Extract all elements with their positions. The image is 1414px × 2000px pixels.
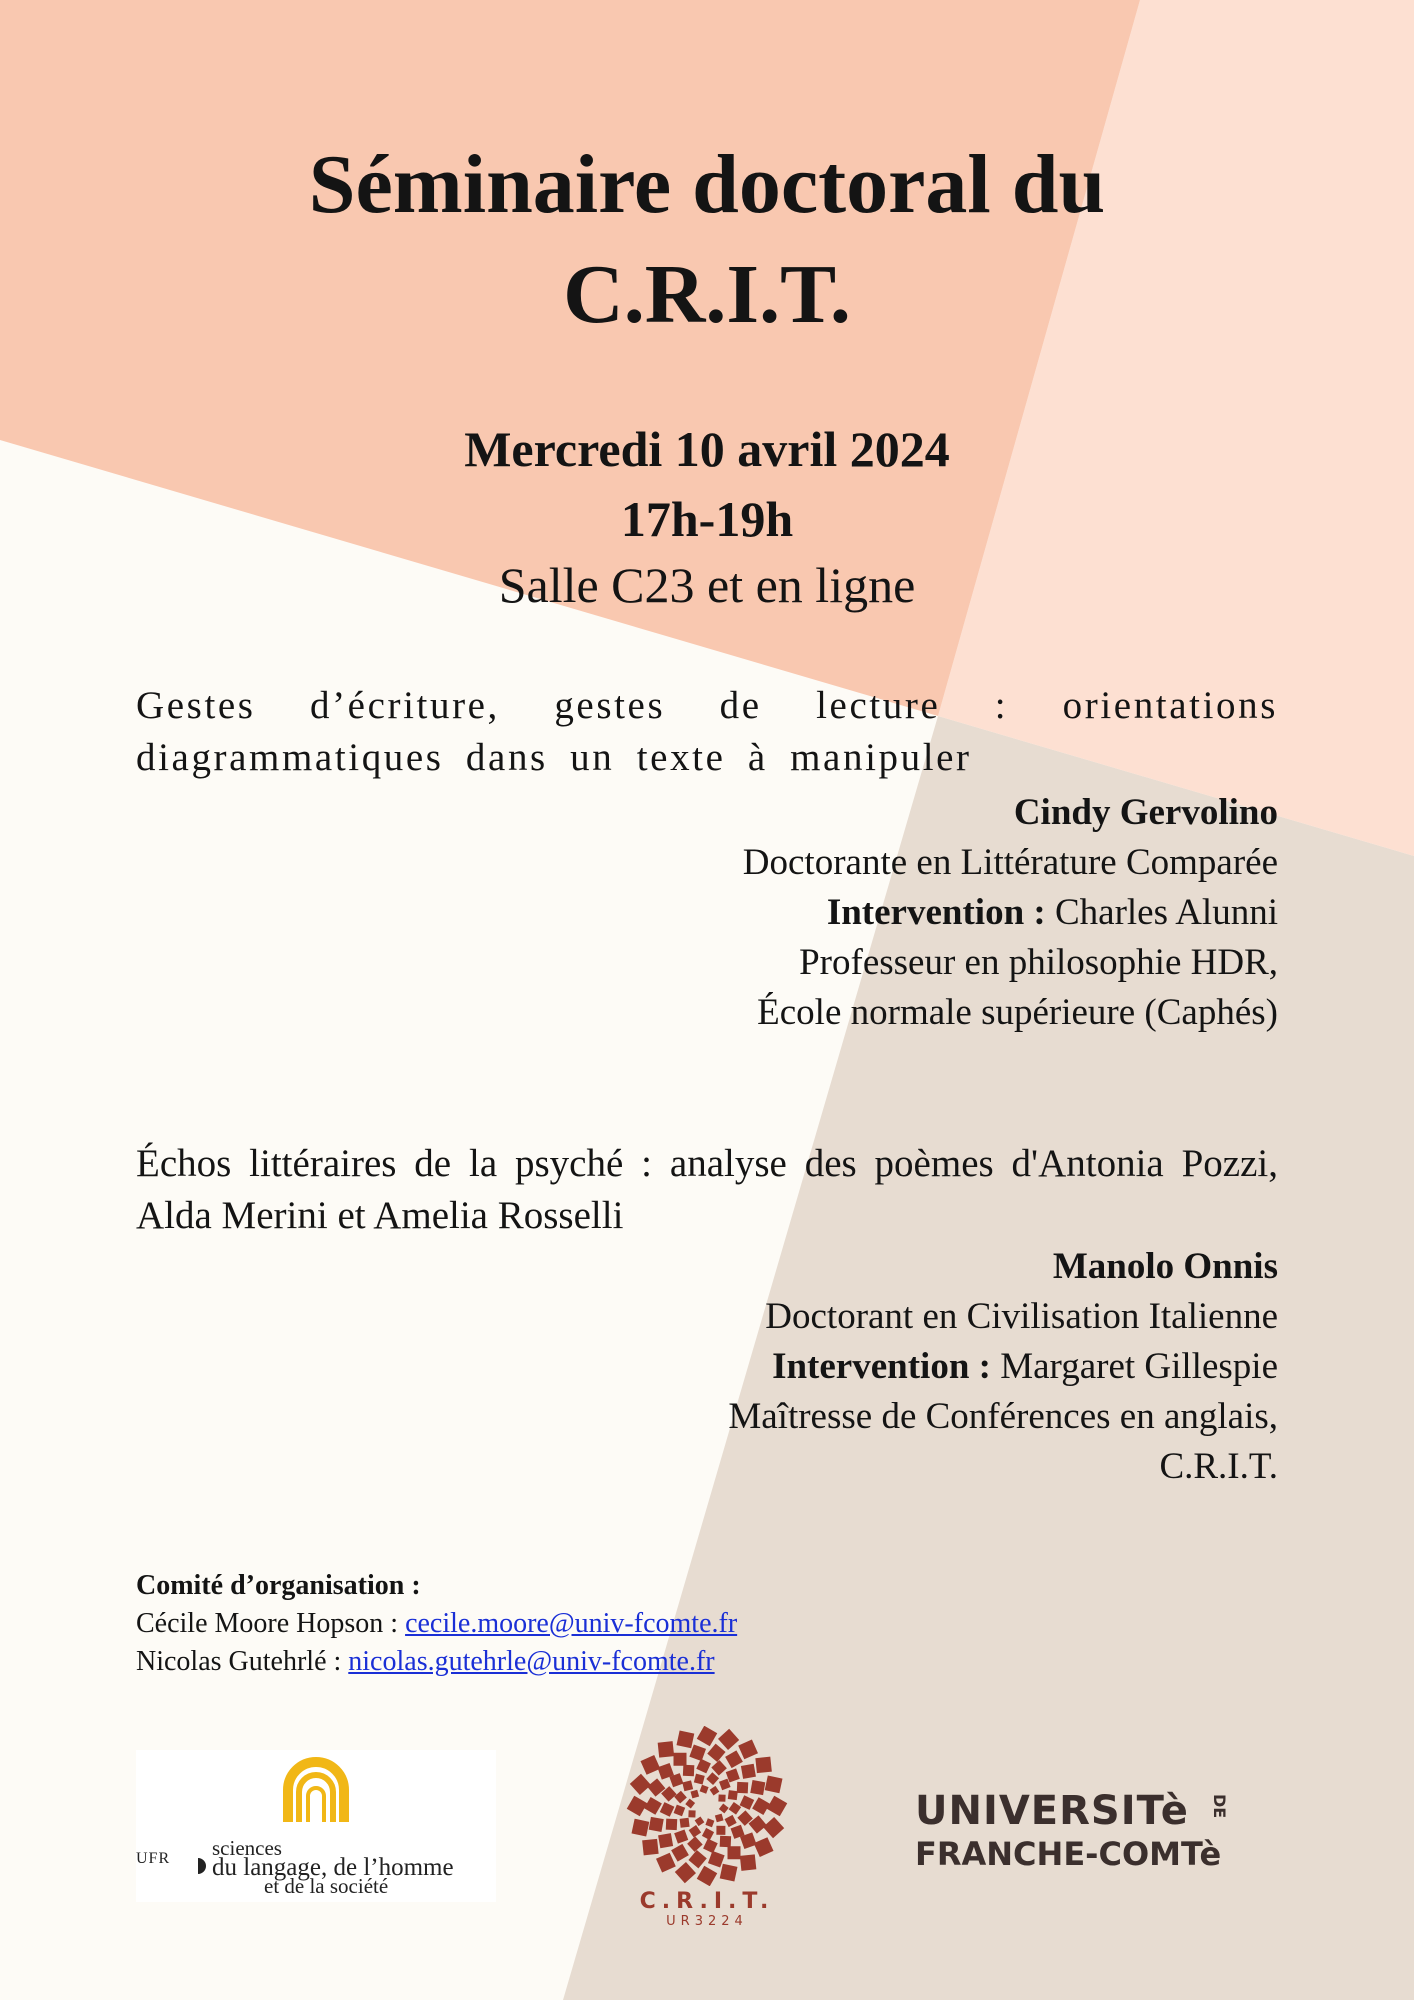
event-date: Mercredi 10 avril 2024 [464,421,950,477]
talk-1-title: Gestes d’écriture, gestes de lecture : orientations diagrammatiques dans un texte à manipuler [136,684,1278,779]
ufr-logo [136,1750,496,1902]
crit-spiral-square [703,1839,718,1854]
committee-member-name: Nicolas Gutehrlé : [136,1646,342,1677]
crit-spiral-square [674,1805,686,1817]
crit-spiral-square [720,1864,738,1882]
ufr-prefix: UFR [136,1850,171,1867]
crit-spiral-square [697,1866,717,1886]
crit-spiral-square [660,1802,675,1817]
committee-member-name: Cécile Moore Hopson : [136,1608,399,1639]
crit-spiral-square [673,1753,686,1766]
title-line-1: Séminaire doctoral du [308,138,1106,231]
crit-spiral-square [688,1810,695,1817]
committee-member [136,1605,737,1643]
ufr-line-3: et de la société [264,1874,389,1898]
crit-spiral-square [649,1817,664,1832]
crit-spiral-square [689,1744,706,1761]
university-logo [915,1788,1275,1874]
crit-spiral-square [750,1780,765,1795]
crit-spiral-square [627,1796,647,1816]
crit-spiral-square [715,1814,724,1823]
crit-logo [612,1726,802,1929]
university-line-1: UNIVERSITè [915,1788,1189,1834]
event-hours: 17h-19h [620,491,794,547]
crit-spiral-square [658,1741,674,1757]
crit-spiral-square [683,1765,694,1776]
committee-member [136,1643,737,1681]
talk-1-discussant-role-1: Professeur en philosophie HDR, [799,942,1278,983]
crit-spiral-square [720,1836,731,1847]
crit-spiral-square [666,1819,677,1830]
crit-spiral-square [642,1839,658,1855]
crit-spiral-square [705,1818,714,1827]
crit-spiral-square [675,1862,696,1883]
ufr-line-1: sciences [212,1836,282,1860]
talk-2-discussant-role-2: C.R.I.T. [1159,1446,1278,1487]
crit-spiral-square [658,1833,673,1848]
ufr-line-2: du langage, de l’homme [212,1854,454,1881]
crit-spiral-square [711,1760,727,1776]
crit-spiral-square [632,1819,650,1837]
crit-spiral-square [674,1791,687,1804]
crit-spiral-square [644,1797,662,1815]
talk-1-speaker: Cindy Gervolino [1013,792,1278,833]
talk-1-intervention [743,888,1278,938]
talk-2-discussant-role-1: Maîtresse de Conférences en anglais, [728,1396,1278,1437]
crit-spiral-square [685,1799,695,1809]
crit-spiral-square [688,1850,706,1868]
crit-spiral-square [702,1828,714,1840]
crit-spiral-square [725,1750,743,1768]
crit-spiral-square [728,1790,738,1800]
crit-spiral-square [738,1739,758,1759]
crit-logo-code: UR3224 [666,1914,748,1929]
crit-spiral-square [718,1729,739,1750]
crit-spiral-square [719,1803,729,1813]
talk-2-title: Échos littéraires de la psyché : analyse des poèmes d'Antonia Pozzi, Alda Merini et Amelia Rosselli [136,1142,1278,1237]
crit-spiral-square [697,1726,717,1746]
crit-spiral-square [729,1802,742,1815]
talk-1-discussant: Charles Alunni [1054,892,1278,933]
event-room: Salle C23 et en ligne [498,557,916,613]
crit-spiral-square [710,1786,720,1796]
committee-heading: Comité d’organisation : [136,1570,421,1601]
crit-spiral-square [656,1853,676,1873]
crit-spiral-square [725,1815,737,1827]
crit-spiral-square [754,1837,774,1857]
talk-1-discussant-role-2: École normale supérieure (Caphés) [757,992,1278,1033]
crit-spiral-square [680,1818,690,1828]
crit-spiral-square [674,1830,688,1844]
crit-spiral-square [740,1795,755,1810]
committee-member-email-link[interactable]: nicolas.gutehrle@univ-fcomte.fr [348,1646,715,1677]
crit-spiral-square [741,1764,756,1779]
crit-logo-name: C.R.I.T. [639,1889,775,1914]
crit-spiral-square [694,1774,705,1785]
crit-spiral-square [707,1744,725,1762]
crit-spiral-square [755,1757,771,1773]
crit-spiral-square [696,1759,711,1774]
crit-spiral-square [640,1755,660,1775]
university-de: DE [1210,1794,1229,1819]
crit-spiral-square [706,1772,719,1785]
crit-spiral-square [763,1817,784,1838]
crit-spiral-square [690,1790,699,1799]
talk-1-intervention-label: Intervention : [826,892,1046,933]
crit-spiral-square [700,1785,709,1794]
talk-2-intervention-label: Intervention : [772,1346,991,1387]
crit-spiral-square [687,1836,703,1852]
seminar-title [0,130,1414,350]
crit-spiral-square [752,1797,770,1815]
organising-committee [136,1567,737,1681]
crit-spiral-square [737,1782,748,1793]
crit-spiral-square [765,1776,783,1794]
talk-2-speaker: Manolo Onnis [1052,1246,1278,1287]
crit-spiral-square [740,1854,756,1870]
crit-spiral-square [716,1826,725,1835]
ufr-arch-icon [288,1762,344,1822]
crit-spiral-square [677,1731,695,1749]
crit-spiral-square [671,1844,689,1862]
university-line-2: FRANCHE-COMTè [915,1835,1222,1873]
committee-member-email-link[interactable]: cecile.moore@univ-fcomte.fr [405,1608,738,1639]
crit-spiral-square [682,1780,693,1791]
talk-2-discussant: Margaret Gillespie [1000,1346,1278,1387]
title-line-2: C.R.I.T. [563,248,851,341]
crit-spiral-square [695,1816,705,1826]
talk-1-details [743,788,1278,1038]
crit-spiral-square [718,1794,725,1801]
crit-spiral-square [767,1796,787,1816]
crit-spiral-square [689,1825,702,1838]
ufr-half-moon-icon [198,1858,206,1874]
crit-spiral-icon [612,1726,802,1886]
crit-spiral-square [708,1851,725,1868]
crit-spiral-square [630,1774,651,1795]
talk-1-speaker-role: Doctorante en Littérature Comparée [742,842,1278,883]
talk-2-speaker-role: Doctorant en Civilisation Italienne [765,1296,1278,1337]
talk-2-details [728,1242,1278,1492]
crit-spiral-square [727,1846,740,1859]
talk-2-intervention [728,1342,1278,1392]
